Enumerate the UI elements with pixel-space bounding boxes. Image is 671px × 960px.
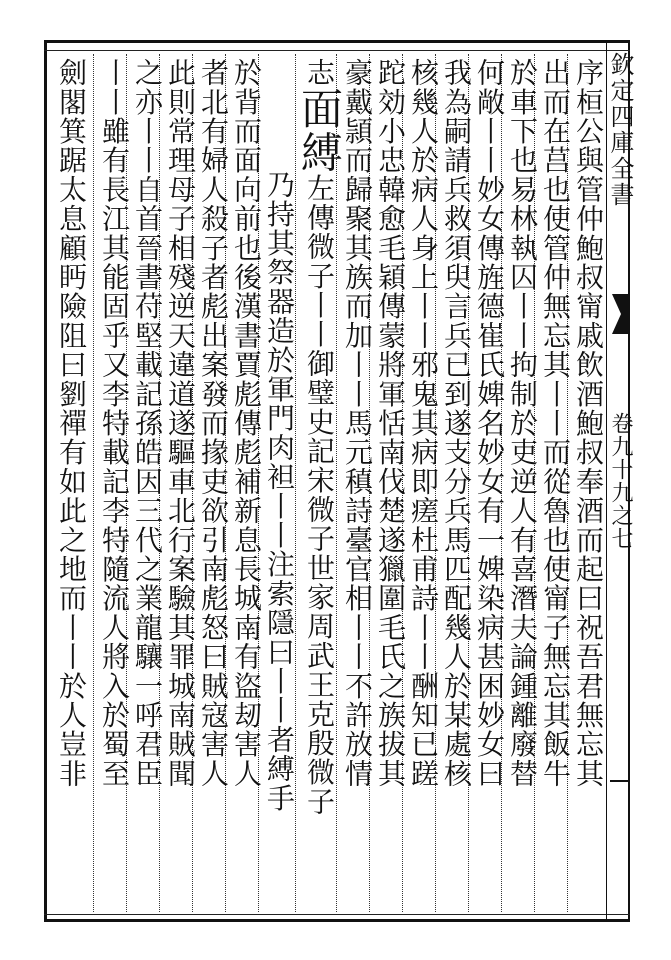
text-column-4: 何敞丨丨妙女傳旌德崔氏婢名妙女有一婢染病甚困妙女曰 xyxy=(473,58,506,788)
text-column-12: 者北有婦人殺子者彪出案發而掾吏欲引南彪怒曰賊寇害人 xyxy=(197,58,230,788)
text-column-15: 丨丨雖有長江其能固乎又李特載記李特隨流人將入於蜀至 xyxy=(98,58,131,788)
text-column-1: 序桓公與管仲鮑叔甯戚飲酒鮑叔奉酒而起曰祝吾君無忘其 xyxy=(572,58,605,788)
text-column-2: 出而在莒也使管仲無忘其丨丨而從魯也使甯子無忘其飯牛 xyxy=(539,58,572,788)
text-column-16: 劍閣箕踞太息顧眄險阻曰劉禪有如此之地而丨丨於人豈非 xyxy=(55,58,88,788)
border-inner-bottom xyxy=(44,914,630,915)
text-column-9 xyxy=(295,58,344,908)
column-9-lead: 志 xyxy=(303,58,336,88)
text-column-7: 跎効小忠韓愈毛穎傳蒙將軍恬南伐楚遂獵圍毛氏之族拔其 xyxy=(374,58,407,788)
text-column-11: 於背而面向前也後漢書賈彪傳彪補新息長城南有盜刼害人 xyxy=(230,58,263,788)
margin-dash xyxy=(610,780,630,782)
text-column-3: 於車下也易林執囚丨丨拘制於吏逆人有喜潛夫論鍾離廢替 xyxy=(506,58,539,788)
text-column-10: 乃持其祭器造於軍門肉袒丨丨注索隱曰丨丨者縛手 xyxy=(263,170,296,813)
fish-tail-mark-icon xyxy=(612,294,630,334)
text-column-13: 此則常理母子相殘逆天違道遂驅車北行案驗其罪城南賊聞 xyxy=(164,58,197,788)
volume-label: 卷九十九之七 xyxy=(608,412,633,550)
column-rule xyxy=(93,54,95,912)
border-inner-top xyxy=(44,50,630,51)
column-9-rest: 左傳微子丨丨御璧史記宋微子世家周武王克殷微子 xyxy=(303,173,336,817)
text-column-5: 我為嗣請兵救須臾言兵已到遂支分兵馬匹配幾人於某處核 xyxy=(440,58,473,788)
text-column-8: 豪戴頴而歸聚其族而加丨丨馬元稹詩臺官相丨丨不許放情 xyxy=(341,58,374,788)
text-column-6: 核幾人於病人身上丨丨邪鬼其病即瘥杜甫詩丨丨酬知已蹉 xyxy=(407,58,440,788)
entry-headword: 面縛 xyxy=(295,87,344,174)
text-column-14: 之亦丨丨自首晉書苻堅載記孫皓因三代之業龍驤一呼君臣 xyxy=(131,58,164,788)
book-title: 欽定四庫全書 xyxy=(606,52,634,208)
